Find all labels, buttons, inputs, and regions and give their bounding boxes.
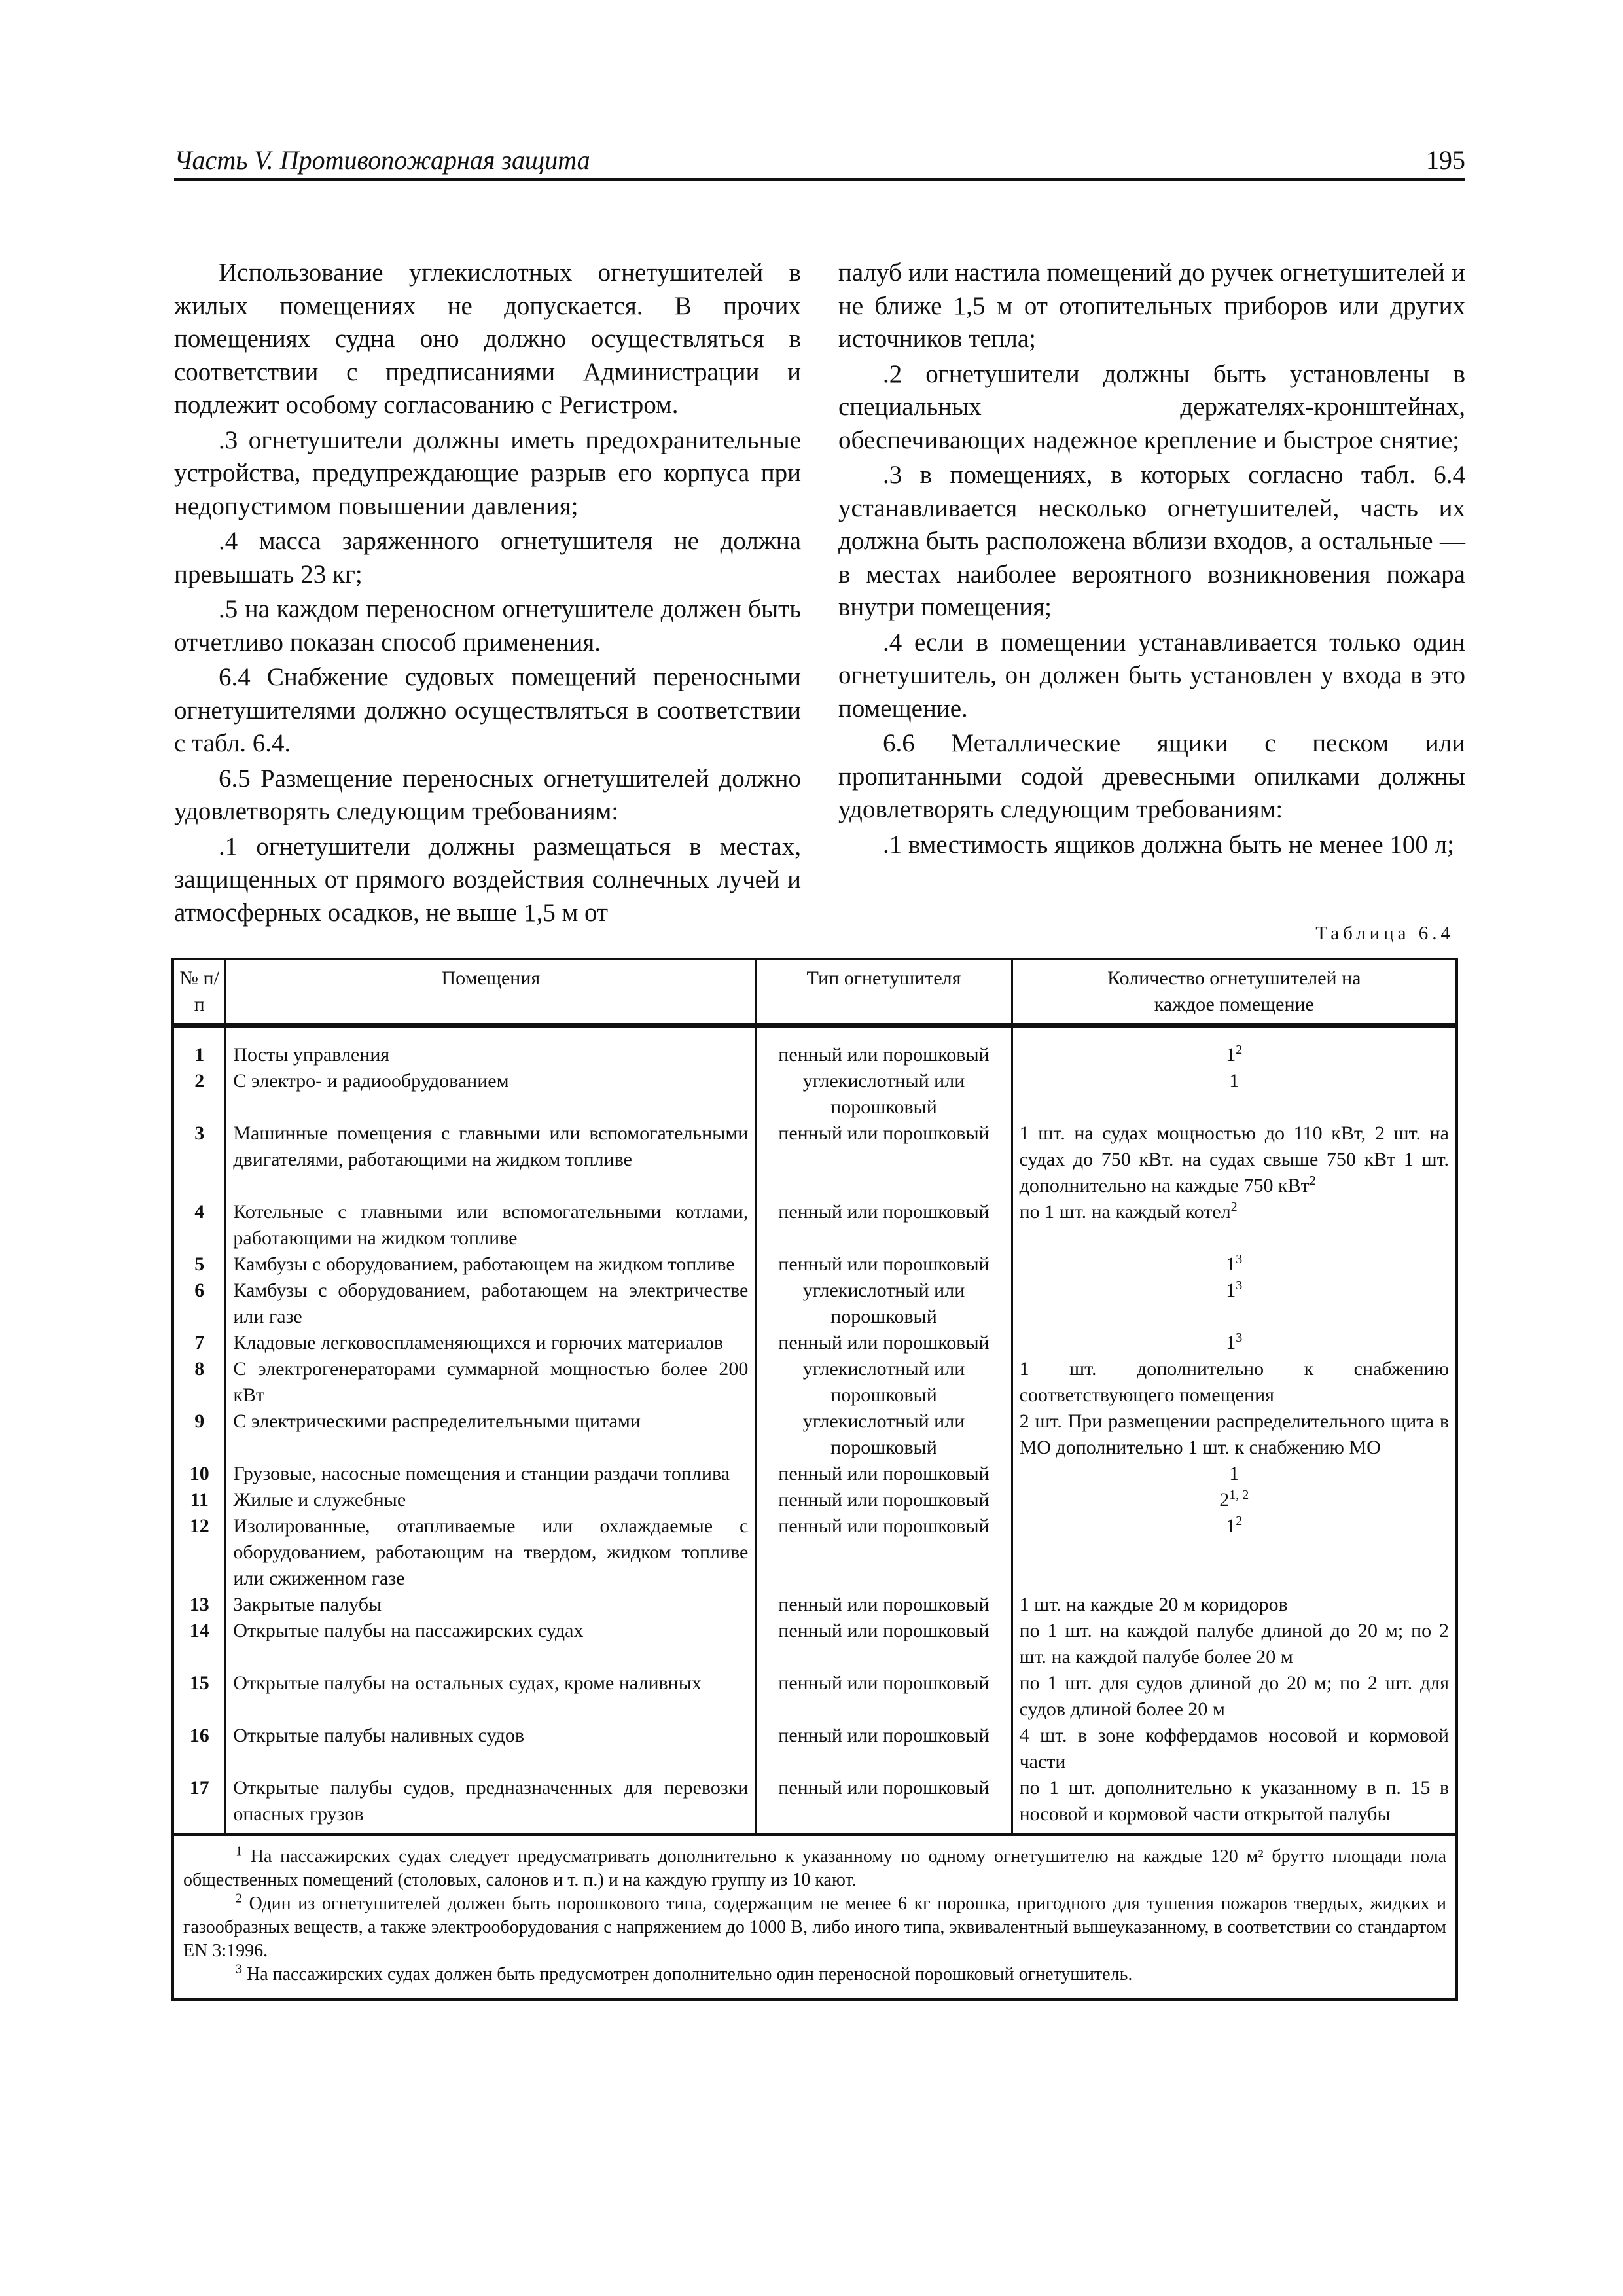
table-row [173,1723,1457,1775]
footnote-ref: 2 [1309,1174,1316,1188]
row-number: 3 [173,1121,226,1199]
table-row [173,1592,1457,1618]
footnote [183,1892,1446,1963]
type-cell: пенный или порошковый [756,1199,1012,1251]
paragraph: 6.6 Металлические ящики с песком или пропитанными содой древесными опилками должны удовлетворять следующим требованиям: [838,729,1465,823]
table-row [173,1199,1457,1251]
footnote [183,1963,1446,1986]
quantity-cell [1012,1408,1457,1461]
table-row [173,1408,1457,1461]
type-cell: пенный или порошковый [756,1461,1012,1487]
type-cell: пенный или порошковый [756,1026,1012,1069]
type-cell: пенный или порошковый [756,1513,1012,1592]
room-cell: Жилые и служебные [226,1487,756,1513]
footnotes-row [173,1835,1457,2000]
room-cell: Изолированные, отапливаемые или охлаждаемые с оборудованием, работающим на твердом, жидком топливе или сжиженном газе [226,1513,756,1592]
type-cell: пенный или порошковый [756,1251,1012,1278]
room-cell: Грузовые, насосные помещения и станции раздачи топлива [226,1461,756,1487]
room-cell: Открытые палубы судов, предназначенных для перевозки опасных грузов [226,1775,756,1835]
footnote-text: На пассажирских судах должен быть предусмотрен дополнительно один переносной порошковый огнетушитель. [247,1964,1133,1984]
right-column [838,257,1465,863]
row-number: 2 [173,1068,226,1121]
room-cell: С электро- и радиообрудованием [226,1068,756,1121]
footnote-text: На пассажирских судах следует предусматривать дополнительно к указанному по одному огнетушителю на каждые 120 м² брутто площади пола общественных помещений (столовых, салонов и т. п.) и на каждую группу из 10 кают. [183,1846,1447,1890]
paragraph: .1 вместимость ящиков должна быть не менее 100 л; [883,830,1454,859]
table-caption: Таблица 6.4 [1315,923,1454,944]
room-cell: С электрогенераторами суммарной мощностью более 200 кВт [226,1356,756,1408]
table-row [173,1356,1457,1408]
table-row [173,1670,1457,1723]
row-number: 6 [173,1278,226,1330]
paragraph: .4 если в помещении устанавливается только один огнетушитель, он должен быть установлен у входа в это помещение. [838,628,1465,723]
quantity-text: 1 шт. на каждые 20 м коридоров [1019,1594,1288,1615]
quantity-text: по 1 шт. на каждый котел [1019,1201,1231,1223]
quantity-cell [1012,1513,1457,1592]
paragraph: 6.4 Снабжение судовых помещений переносными огнетушителями должно осуществляться в соответствии с табл. 6.4. [174,663,801,757]
row-number: 4 [173,1199,226,1251]
quantity-cell [1012,1775,1457,1835]
room-cell: Котельные с главными или вспомогательными котлами, работающими на жидком топливе [226,1199,756,1251]
room-cell: Камбузы с оборудованием, работающем на жидком топливе [226,1251,756,1278]
quantity-cell [1012,1251,1457,1278]
room-cell: Машинные помещения с главными или вспомогательными двигателями, работающими на жидком топливе [226,1121,756,1199]
column-header: Количество огнетушителей на каждое помещение [1012,959,1457,1026]
quantity-cell [1012,1618,1457,1670]
type-cell: пенный или порошковый [756,1670,1012,1723]
footnote-ref: 2 [1236,1043,1243,1057]
quantity-cell [1012,1068,1457,1121]
type-cell: пенный или порошковый [756,1592,1012,1618]
table-row [173,1121,1457,1199]
quantity-cell [1012,1330,1457,1356]
quantity-text: по 1 шт. на каждой палубе длиной до 20 м; по 2 шт. на каждой палубе более 20 м [1019,1620,1449,1668]
quantity-cell [1012,1026,1457,1069]
paragraph: .3 в помещениях, в которых согласно табл. 6.4 устанавливается несколько огнетушителей, часть их должна быть расположена вблизи входов, а остальные — в местах наиболее вероятного возникновения пожара внутри помещения; [838,461,1465,621]
type-cell: углекислотный или порошковый [756,1356,1012,1408]
table-header-row [173,959,1457,1026]
quantity-text: 1 [1229,1463,1240,1484]
row-number: 9 [173,1408,226,1461]
row-number: 16 [173,1723,226,1775]
footnote-ref: 3 [1236,1252,1243,1266]
table-row [173,1775,1457,1835]
quantity-cell [1012,1670,1457,1723]
quantity-text: 2 шт. При размещении распределительного щита в МО дополнительно 1 шт. к снабжению МО [1019,1410,1449,1458]
row-number: 12 [173,1513,226,1592]
quantity-text: 4 шт. в зоне коффердамов носовой и кормовой части [1019,1725,1449,1772]
paragraph: палуб или настила помещений до ручек огнетушителей и не ближе 1,5 м от отопительных приборов или других источников тепла; [838,259,1465,353]
row-number: 8 [173,1356,226,1408]
footnotes [173,1835,1457,2000]
type-cell: пенный или порошковый [756,1121,1012,1199]
quantity-text: по 1 шт. дополнительно к указанному в п. 15 в носовой и кормовой части открытой палубы [1019,1777,1449,1825]
quantity-cell [1012,1723,1457,1775]
paragraph: .3 огнетушители должны иметь предохранительные устройства, предупреждающие разрыв его корпуса при недопустимом повышении давления; [174,425,801,520]
paragraph: 6.5 Размещение переносных огнетушителей должно удовлетворять следующим требованиям: [174,764,801,825]
room-cell: С электрическими распределительными щитами [226,1408,756,1461]
quantity-cell [1012,1356,1457,1408]
extinguisher-table [171,958,1458,2001]
column-header: Помещения [226,959,756,1026]
table-row [173,1026,1457,1069]
left-column [174,257,801,931]
row-number: 11 [173,1487,226,1513]
type-cell: пенный или порошковый [756,1487,1012,1513]
quantity-cell [1012,1461,1457,1487]
row-number: 10 [173,1461,226,1487]
paragraph: Использование углекислотных огнетушителей в жилых помещениях не допускается. В прочих помещениях судна оно должно осуществляться в соответствии с предписаниями Администрации и подлежит особому согласованию с Регистром. [174,259,801,419]
quantity-text: 1 [1226,1253,1236,1275]
quantity-text: 2 [1219,1489,1230,1511]
footnote-mark: 1 [236,1844,242,1859]
quantity-text: 1 шт. дополнительно к снабжению соответствующего помещения [1019,1358,1449,1406]
quantity-text: 1 [1226,1515,1236,1537]
room-cell: Закрытые палубы [226,1592,756,1618]
quantity-text: 1 шт. на судах мощностью до 110 кВт, 2 шт. на судах до 750 кВт. на судах свыше 750 кВт 1 шт. дополнительно на каждые 750 кВт [1019,1122,1449,1196]
column-header: Тип огнетушителя [756,959,1012,1026]
quantity-cell [1012,1121,1457,1199]
table-row [173,1487,1457,1513]
room-cell: Кладовые легковоспламеняющихся и горючих материалов [226,1330,756,1356]
quantity-cell [1012,1278,1457,1330]
footnote-ref: 3 [1236,1278,1243,1293]
paragraph: .4 масса заряженного огнетушителя не должна превышать 23 кг; [174,527,801,588]
paragraph: .5 на каждом переносном огнетушителе должен быть отчетливо показан способ применения. [174,595,801,656]
type-cell: углекислотный или порошковый [756,1068,1012,1121]
room-cell: Открытые палубы наливных судов [226,1723,756,1775]
type-cell: пенный или порошковый [756,1618,1012,1670]
table-row [173,1068,1457,1121]
quantity-text: 1 [1226,1332,1236,1354]
column-header: № п/п [173,959,226,1026]
footnote-ref: 2 [1230,1200,1238,1214]
row-number: 13 [173,1592,226,1618]
room-cell: Открытые палубы на остальных судах, кроме наливных [226,1670,756,1723]
quantity-text: по 1 шт. для судов длиной до 20 м; по 2 шт. для судов длиной более 20 м [1019,1672,1449,1720]
table-row [173,1278,1457,1330]
quantity-text: 1 [1226,1044,1236,1066]
quantity-text: 1 [1226,1280,1236,1301]
paragraph: .2 огнетушители должны быть установлены в специальных держателях-кронштейнах, обеспечивающих надежное крепление и быстрое снятие; [838,359,1465,454]
type-cell: углекислотный или порошковый [756,1408,1012,1461]
table-row [173,1330,1457,1356]
type-cell: пенный или порошковый [756,1723,1012,1775]
page-number: 195 [1426,145,1465,175]
footnote [183,1845,1446,1892]
footnote-ref: 1, 2 [1229,1488,1249,1502]
footnote-mark: 2 [236,1891,242,1906]
footnote-mark: 3 [236,1962,242,1977]
room-cell: Камбузы с оборудованием, работающем на электричестве или газе [226,1278,756,1330]
quantity-cell [1012,1487,1457,1513]
table-row [173,1513,1457,1592]
type-cell: пенный или порошковый [756,1775,1012,1835]
running-header [174,139,1465,181]
row-number: 5 [173,1251,226,1278]
quantity-cell [1012,1592,1457,1618]
quantity-cell [1012,1199,1457,1251]
table-row [173,1461,1457,1487]
table-row [173,1251,1457,1278]
table-row [173,1618,1457,1670]
room-cell: Посты управления [226,1026,756,1069]
row-number: 17 [173,1775,226,1835]
section-title: Часть V. Противопожарная защита [174,145,590,175]
type-cell: углекислотный или порошковый [756,1278,1012,1330]
row-number: 14 [173,1618,226,1670]
footnote-ref: 2 [1236,1514,1243,1528]
footnote-text: Один из огнетушителей должен быть порошкового типа, содержащим не менее 6 кг порошка, пригодного для тушения пожаров твердых, жидких и газообразных веществ, а также электрооборудования с напряжением до 1000 В, либо иного типа, эквивалентный вышеуказанному, в соответствии со стандартом EN 3:1996. [183,1893,1446,1961]
footnote-ref: 3 [1236,1331,1243,1345]
quantity-text: 1 [1229,1070,1240,1092]
row-number: 7 [173,1330,226,1356]
row-number: 1 [173,1026,226,1069]
row-number: 15 [173,1670,226,1723]
type-cell: пенный или порошковый [756,1330,1012,1356]
paragraph: .1 огнетушители должны размещаться в местах, защищенных от прямого воздействия солнечных лучей и атмосферных осадков, не выше 1,5 м от [174,832,801,927]
room-cell: Открытые палубы на пассажирских судах [226,1618,756,1670]
